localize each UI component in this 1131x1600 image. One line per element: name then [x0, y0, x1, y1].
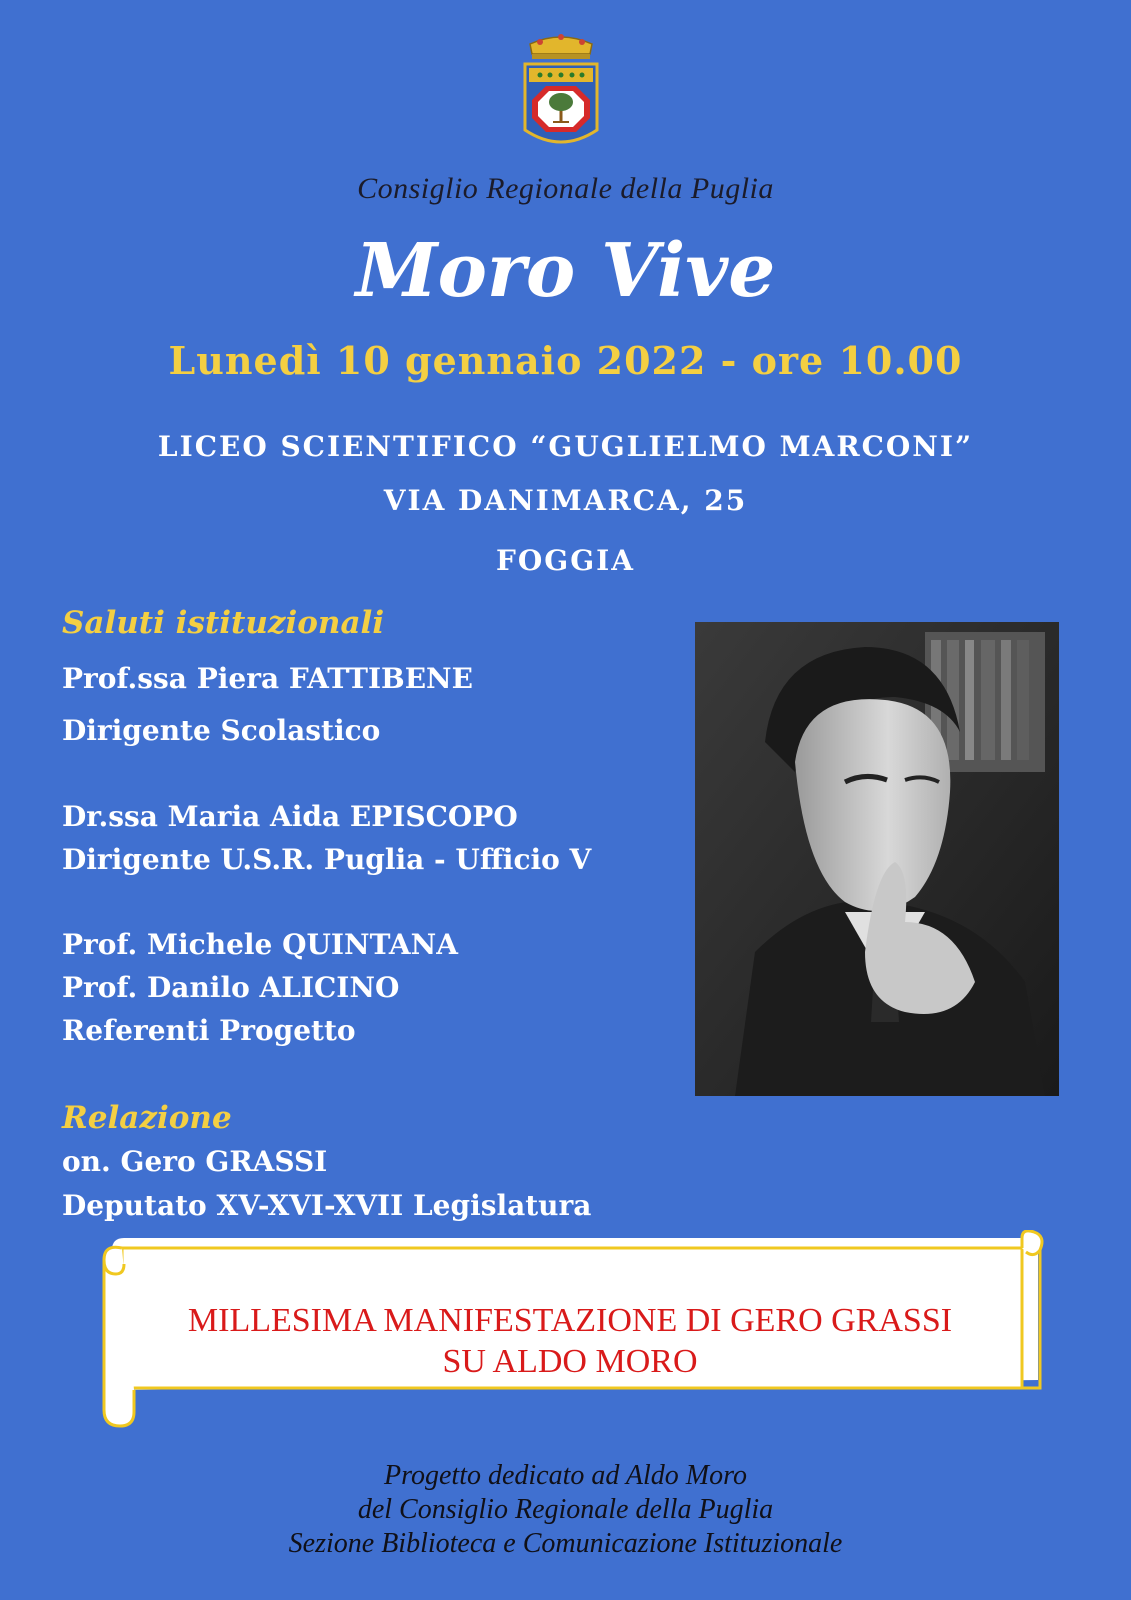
- footer-line-3: Sezione Biblioteca e Comunicazione Istituzionale: [288, 1528, 843, 1559]
- greetings-line: Dr.ssa Maria Aida EPISCOPO: [62, 800, 518, 833]
- greetings-heading: Saluti istituzionali: [62, 605, 385, 641]
- report-line: on. Gero GRASSI: [62, 1145, 328, 1178]
- event-date: Lunedì 10 gennaio 2022 - ore 10.00: [168, 338, 963, 383]
- footer-line-2: del Consiglio Regionale della Puglia: [357, 1494, 774, 1525]
- report-line: Deputato XV-XVI-XVII Legislatura: [62, 1189, 592, 1222]
- greetings-line: Prof.ssa Piera FATTIBENE: [62, 662, 473, 695]
- report-heading: Relazione: [62, 1100, 232, 1136]
- venue-address: VIA DANIMARCA, 25: [383, 484, 748, 517]
- council-name: Consiglio Regionale della Puglia: [357, 172, 774, 205]
- event-title: Moro Vive: [355, 228, 776, 314]
- greetings-line: Prof. Michele QUINTANA: [62, 928, 458, 961]
- venue-name: LICEO SCIENTIFICO “GUGLIELMO MARCONI”: [157, 430, 974, 463]
- greetings-line: Referenti Progetto: [62, 1014, 356, 1047]
- greetings-line: Dirigente U.S.R. Puglia - Ufficio V: [62, 843, 592, 876]
- footer-line-1: Progetto dedicato ad Aldo Moro: [384, 1460, 747, 1491]
- regione-puglia-emblem-icon: [520, 30, 602, 154]
- greetings-line: Dirigente Scolastico: [62, 714, 381, 747]
- greetings-line: Prof. Danilo ALICINO: [62, 971, 400, 1004]
- banner-line-2: SU ALDO MORO: [442, 1343, 698, 1380]
- venue-city: FOGGIA: [496, 544, 635, 577]
- banner-text: [120, 1300, 1020, 1382]
- portrait-photo-icon: [695, 622, 1059, 1096]
- banner-line-1: MILLESIMA MANIFESTAZIONE DI GERO GRASSI: [187, 1302, 953, 1339]
